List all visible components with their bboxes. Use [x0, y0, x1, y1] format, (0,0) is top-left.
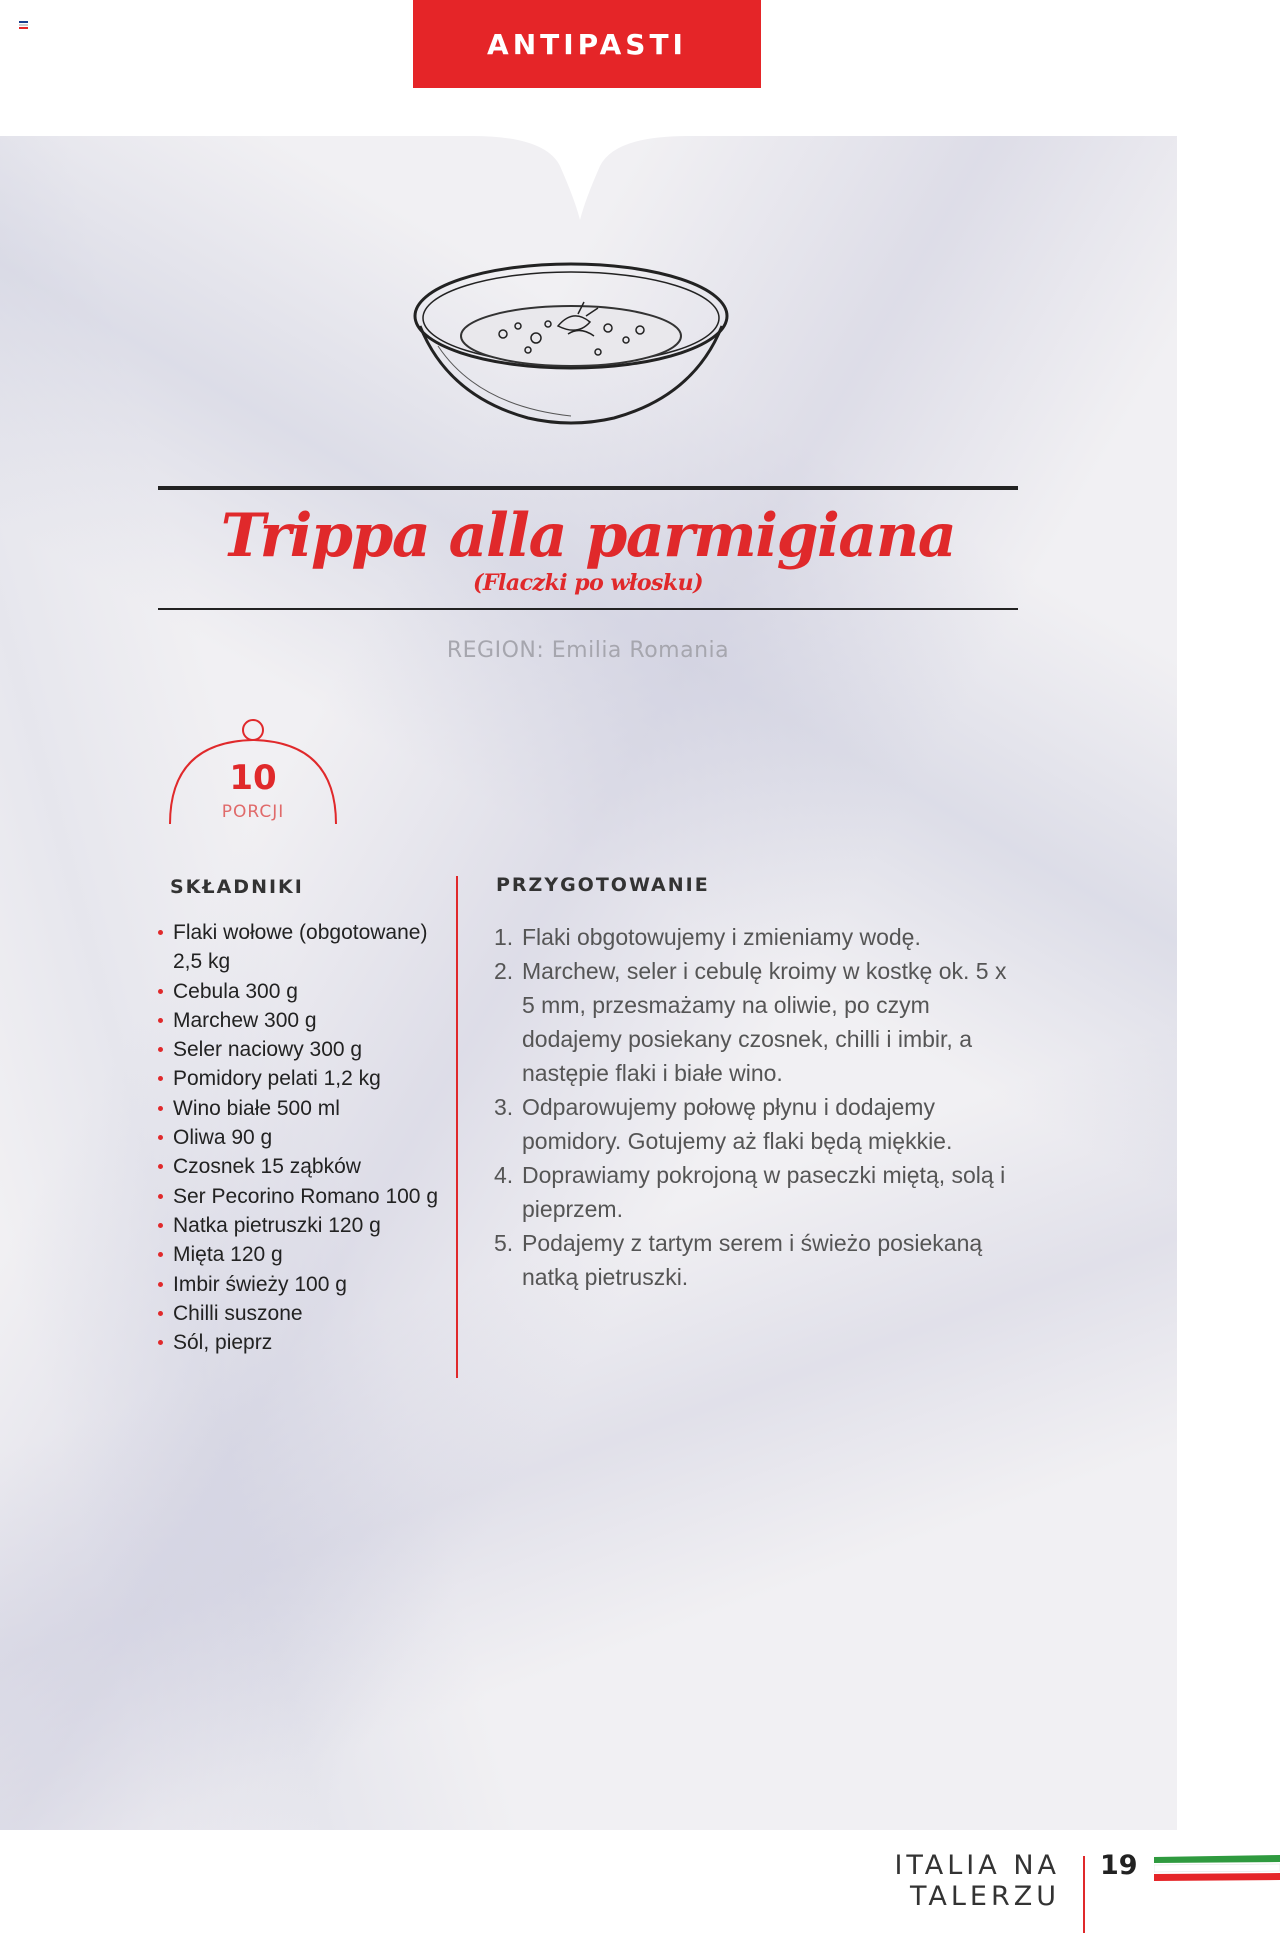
list-item: Flaki wołowe (obgotowane) 2,5 kg — [156, 918, 446, 977]
step-number: 3. — [494, 1094, 514, 1120]
list-item: Cebula 300 g — [156, 977, 446, 1006]
recipe-title: Trippa alla parmigiana — [220, 501, 956, 571]
portions-count: 10 — [229, 758, 277, 798]
title-rule-top — [158, 486, 1018, 490]
preparation-heading: PRZYGOTOWANIE — [496, 874, 710, 896]
ingredients-list — [156, 918, 446, 1357]
step-number: 4. — [494, 1162, 514, 1188]
recipe-subtitle: (Flaczki po włosku) — [472, 570, 704, 596]
step-item — [494, 920, 1014, 954]
list-item: Marchew 300 g — [156, 1006, 446, 1035]
mini-flag-icon — [19, 21, 28, 29]
portions-badge — [168, 716, 338, 826]
column-divider — [456, 876, 458, 1378]
step-item — [494, 1226, 1014, 1294]
step-text: Doprawiamy pokrojoną w paseczki miętą, solą i pieprzem. — [522, 1162, 1006, 1222]
title-rule-bottom — [158, 608, 1018, 610]
step-text: Marchew, seler i cebulę kroimy w kostkę ok. 5 x 5 mm, przesmażamy na oliwie, po czym dodajemy posiekany czosnek, chilli i imbir, a następie flaki i białe wino. — [522, 958, 1007, 1086]
preparation-steps — [494, 920, 1014, 1294]
list-item: Mięta 120 g — [156, 1240, 446, 1269]
list-item: Pomidory pelati 1,2 kg — [156, 1064, 446, 1093]
list-item: Chilli suszone — [156, 1299, 446, 1328]
publication-title: ITALIA NA TALERZU — [894, 1850, 1060, 1912]
step-item — [494, 954, 1014, 1090]
step-number: 2. — [494, 958, 514, 984]
list-item: Seler naciowy 300 g — [156, 1035, 446, 1064]
step-text: Podajemy z tartym serem i świeżo posiekaną natką pietruszki. — [522, 1230, 983, 1290]
region-label: REGION: Emilia Romania — [446, 638, 730, 663]
footer-divider — [1083, 1856, 1085, 1933]
italian-flag-stripes-icon — [1154, 1855, 1280, 1881]
list-item: Imbir świeży 100 g — [156, 1270, 446, 1299]
list-item: Sól, pieprz — [156, 1328, 446, 1357]
step-number: 1. — [494, 924, 514, 950]
category-tab: ANTIPASTI — [413, 0, 761, 88]
page-number: 19 — [1100, 1850, 1138, 1881]
step-item — [494, 1090, 1014, 1158]
ingredients-heading: SKŁADNIKI — [170, 876, 304, 898]
step-item — [494, 1158, 1014, 1226]
list-item: Czosnek 15 ząbków — [156, 1152, 446, 1181]
step-number: 5. — [494, 1230, 514, 1256]
list-item: Ser Pecorino Romano 100 g — [156, 1182, 446, 1211]
step-text: Flaki obgotowujemy i zmieniamy wodę. — [522, 924, 921, 950]
list-item: Wino białe 500 ml — [156, 1094, 446, 1123]
soup-bowl-icon — [408, 256, 734, 428]
list-item: Oliwa 90 g — [156, 1123, 446, 1152]
list-item: Natka pietruszki 120 g — [156, 1211, 446, 1240]
step-text: Odparowujemy połowę płynu i dodajemy pomidory. Gotujemy aż flaki będą miękkie. — [522, 1094, 953, 1154]
portions-label: PORCJI — [221, 802, 285, 822]
marble-top-notch — [0, 136, 1177, 236]
